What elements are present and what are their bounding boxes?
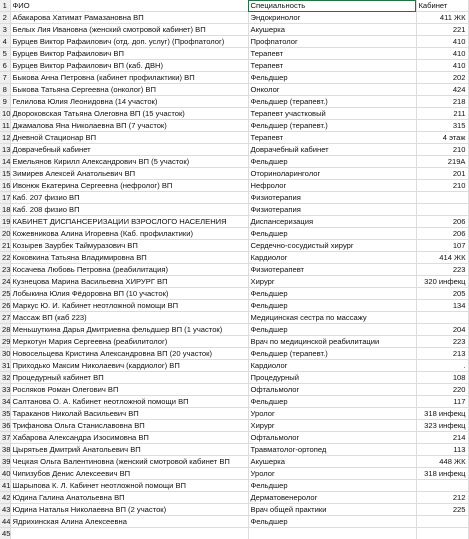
row-header[interactable]: 36 [0, 420, 10, 432]
specialty-cell[interactable]: Фельдшер (терапевт.) [248, 348, 416, 360]
table-row [0, 108, 468, 120]
table-row [0, 252, 468, 264]
room-cell[interactable]: Кабинет [416, 0, 468, 12]
table-row [0, 168, 468, 180]
table-row [0, 228, 468, 240]
row-header[interactable]: 45 [0, 528, 10, 539]
table-row [0, 360, 468, 372]
specialty-cell[interactable]: Хирург [248, 420, 416, 432]
specialty-cell[interactable]: Офтальмолог [248, 384, 416, 396]
room-cell[interactable]: 320 инфекц [416, 276, 468, 288]
room-cell[interactable]: 219А [416, 156, 468, 168]
name-cell[interactable]: Джамалова Яна Николаевна ВП (7 участок) [10, 120, 248, 132]
room-cell[interactable]: 210 [416, 144, 468, 156]
room-cell[interactable]: 318 инфекц [416, 468, 468, 480]
row-header[interactable]: 8 [0, 84, 10, 96]
table-row [0, 60, 468, 72]
row-header[interactable]: 13 [0, 144, 10, 156]
room-cell[interactable] [416, 528, 468, 539]
row-header[interactable]: 26 [0, 300, 10, 312]
table-row [0, 408, 468, 420]
table-row [0, 300, 468, 312]
name-cell[interactable]: Каб. 208 физио ВП [10, 204, 248, 216]
table-row [0, 528, 468, 539]
table-row [0, 240, 468, 252]
name-cell[interactable]: Хабарова Александра Изосимовна ВП [10, 432, 248, 444]
row-header[interactable]: 18 [0, 204, 10, 216]
room-cell[interactable] [416, 516, 468, 528]
name-cell[interactable]: Чецкая Ольга Валентиновна (женский смотровой кабинет ВП [10, 456, 248, 468]
row-header[interactable]: 42 [0, 492, 10, 504]
row-header[interactable]: 1 [0, 0, 10, 12]
name-cell[interactable]: Доврачебный кабинет [10, 144, 248, 156]
name-cell[interactable]: Трифанова Ольга Станиславовна ВП [10, 420, 248, 432]
name-cell[interactable]: Бурцев Виктор Рафаилович ВП (каб. ДВН) [10, 60, 248, 72]
table-row [0, 288, 468, 300]
row-header[interactable]: 12 [0, 132, 10, 144]
row-header[interactable]: 19 [0, 216, 10, 228]
row-header[interactable]: 35 [0, 408, 10, 420]
name-cell[interactable]: Кожевникова Алина Игоревна (Каб. профилактики) [10, 228, 248, 240]
table-row [0, 48, 468, 60]
specialty-cell[interactable]: Кардиолог [248, 252, 416, 264]
name-cell[interactable]: Шарыпова К. Л. Кабинет неотложной помощи ВП [10, 480, 248, 492]
name-cell[interactable]: Салтанова О. А. Кабинет неотложной помощи ВП [10, 396, 248, 408]
table-row [0, 504, 468, 516]
room-cell[interactable]: 214 [416, 432, 468, 444]
row-header[interactable]: 33 [0, 384, 10, 396]
table-row [0, 480, 468, 492]
table-row [0, 0, 468, 12]
row-header[interactable]: 41 [0, 480, 10, 492]
row-header[interactable]: 10 [0, 108, 10, 120]
row-header[interactable]: 11 [0, 120, 10, 132]
room-cell[interactable]: 223 [416, 264, 468, 276]
table-row [0, 72, 468, 84]
room-cell[interactable]: 212 [416, 492, 468, 504]
room-cell[interactable]: 318 инфекц [416, 408, 468, 420]
name-cell[interactable]: Лобыкина Юлия Фёдоровна ВП (10 участок) [10, 288, 248, 300]
name-cell[interactable]: Зимирев Алексей Анатольевич ВП [10, 168, 248, 180]
table-row [0, 12, 468, 24]
room-cell[interactable]: 323 инфекц [416, 420, 468, 432]
row-header[interactable]: 34 [0, 396, 10, 408]
name-cell[interactable]: КАБИНЕТ ДИСПАНСЕРИЗАЦИИ ВЗРОСЛОГО НАСЕЛЕНИЯ [10, 216, 248, 228]
name-cell[interactable]: Бурцев Виктор Рафаилович (отд. доп. услуг) (Профпатолог) [10, 36, 248, 48]
table-row [0, 516, 468, 528]
table-row [0, 432, 468, 444]
room-cell[interactable]: 211 [416, 108, 468, 120]
specialty-cell[interactable]: Фельдшер [248, 156, 416, 168]
name-cell[interactable]: Белых Лия Ивановна (женский смотровой кабинет) ВП [10, 24, 248, 36]
specialty-cell[interactable]: Офтальмолог [248, 432, 416, 444]
row-header[interactable]: 44 [0, 516, 10, 528]
specialty-cell[interactable]: Диспансеризация [248, 216, 416, 228]
specialty-cell[interactable]: Фельдшер [248, 516, 416, 528]
table-row [0, 132, 468, 144]
table-row [0, 24, 468, 36]
room-cell[interactable]: 206 [416, 228, 468, 240]
room-cell[interactable]: 117 [416, 396, 468, 408]
table-row [0, 336, 468, 348]
room-cell[interactable]: 107 [416, 240, 468, 252]
row-header[interactable]: 27 [0, 312, 10, 324]
name-cell[interactable]: Цырятьев Дмитрий Анатольевич ВП [10, 444, 248, 456]
row-header[interactable]: 3 [0, 24, 10, 36]
table-row [0, 276, 468, 288]
specialty-cell[interactable]: Врач по медицинской реабилитации [248, 336, 416, 348]
specialty-cell[interactable]: Хирург [248, 276, 416, 288]
name-cell[interactable]: Быкова Анна Петровна (кабинет профилактики) ВП [10, 72, 248, 84]
table-row [0, 144, 468, 156]
specialty-cell[interactable]: Физиотерапия [248, 204, 416, 216]
table-row [0, 396, 468, 408]
room-cell[interactable] [416, 192, 468, 204]
table-row [0, 120, 468, 132]
specialty-cell[interactable]: Медицинская сестра по массажу [248, 312, 416, 324]
name-cell[interactable]: Гелилова Юлия Леонидовна (14 участок) [10, 96, 248, 108]
room-cell[interactable]: 315 [416, 120, 468, 132]
room-cell[interactable]: 220 [416, 384, 468, 396]
specialty-cell[interactable]: Фельдшер [248, 300, 416, 312]
row-header[interactable]: 43 [0, 504, 10, 516]
table-row [0, 384, 468, 396]
specialty-cell[interactable]: Врач общей практики [248, 504, 416, 516]
room-cell[interactable]: 204 [416, 324, 468, 336]
room-cell[interactable]: 108 [416, 372, 468, 384]
table-row [0, 420, 468, 432]
room-cell[interactable]: 210 [416, 180, 468, 192]
specialty-cell[interactable]: Акушерка [248, 24, 416, 36]
name-cell[interactable]: Процедурный кабинет ВП [10, 372, 248, 384]
room-cell[interactable]: 202 [416, 72, 468, 84]
table-row [0, 492, 468, 504]
specialty-cell[interactable]: Физиотерапевт [248, 264, 416, 276]
table-row [0, 96, 468, 108]
specialty-cell[interactable]: Терапевт [248, 60, 416, 72]
specialty-cell[interactable]: Онколог [248, 84, 416, 96]
name-cell[interactable]: Косачева Любовь Петровна (реабилитация) [10, 264, 248, 276]
room-cell[interactable]: 113 [416, 444, 468, 456]
table-row [0, 456, 468, 468]
specialty-cell[interactable]: Терапевт [248, 132, 416, 144]
table-row [0, 372, 468, 384]
name-cell[interactable]: Маркус Ю. И. Кабинет неотложной помощи ВП [10, 300, 248, 312]
name-cell[interactable]: Чипизубов Денис Алексеевич ВП [10, 468, 248, 480]
specialty-cell[interactable]: Нефролог [248, 180, 416, 192]
row-header[interactable]: 39 [0, 456, 10, 468]
table-row [0, 204, 468, 216]
specialty-cell[interactable]: Фельдшер (терапевт.) [248, 96, 416, 108]
table-row [0, 36, 468, 48]
specialty-cell[interactable]: Физиотерапия [248, 192, 416, 204]
specialty-cell[interactable]: Уролог [248, 468, 416, 480]
row-header[interactable]: 32 [0, 372, 10, 384]
name-cell[interactable] [10, 528, 248, 539]
specialty-cell[interactable]: Фельдшер [248, 288, 416, 300]
row-header[interactable]: 23 [0, 264, 10, 276]
room-cell[interactable]: 201 [416, 168, 468, 180]
row-header[interactable]: 17 [0, 192, 10, 204]
room-cell[interactable]: 221 [416, 24, 468, 36]
specialty-cell[interactable]: Травматолог-ортопед [248, 444, 416, 456]
name-cell[interactable]: Кузнецова Марина Васильевна ХИРУРГ ВП [10, 276, 248, 288]
name-cell[interactable]: Двороковская Татьяна Олеговна ВП (15 участок) [10, 108, 248, 120]
table-row [0, 156, 468, 168]
room-cell[interactable]: 213 [416, 348, 468, 360]
row-header[interactable]: 15 [0, 168, 10, 180]
row-header[interactable]: 29 [0, 336, 10, 348]
row-header[interactable]: 20 [0, 228, 10, 240]
specialty-cell[interactable]: Дерматовенеролог [248, 492, 416, 504]
name-cell[interactable]: ФИО [10, 0, 248, 12]
name-cell[interactable]: Коковкина Татьяна Владимировна ВП [10, 252, 248, 264]
row-header[interactable]: 38 [0, 444, 10, 456]
room-cell[interactable] [416, 312, 468, 324]
table-row [0, 312, 468, 324]
row-header[interactable]: 22 [0, 252, 10, 264]
specialty-cell[interactable]: Оториноларинголог [248, 168, 416, 180]
row-header[interactable]: 4 [0, 36, 10, 48]
name-cell[interactable]: Быкова Татьяна Сергеевна (онколог) ВП [10, 84, 248, 96]
room-cell[interactable]: 410 [416, 48, 468, 60]
name-cell[interactable]: Ядрихинская Алина Алексеевна [10, 516, 248, 528]
room-cell[interactable]: 410 [416, 60, 468, 72]
name-cell[interactable]: Дневной Стационар ВП [10, 132, 248, 144]
specialty-cell[interactable]: Эндокринолог [248, 12, 416, 24]
specialty-cell[interactable]: Фельдшер (терапевт.) [248, 120, 416, 132]
row-header[interactable]: 2 [0, 12, 10, 24]
table-row [0, 324, 468, 336]
row-header[interactable]: 9 [0, 96, 10, 108]
row-header[interactable]: 37 [0, 432, 10, 444]
specialty-cell[interactable]: Кардиолог [248, 360, 416, 372]
name-cell[interactable]: Меркотун Мария Сергеевна (реабилитолог) [10, 336, 248, 348]
row-header[interactable]: 21 [0, 240, 10, 252]
row-header[interactable]: 40 [0, 468, 10, 480]
table-row [0, 216, 468, 228]
specialty-cell[interactable] [248, 528, 416, 539]
room-cell[interactable]: 4 этаж [416, 132, 468, 144]
room-cell[interactable]: . [416, 360, 468, 372]
room-cell[interactable]: 411 ЖК [416, 12, 468, 24]
table-row [0, 180, 468, 192]
specialty-cell[interactable]: Терапевт [248, 48, 416, 60]
row-header[interactable]: 31 [0, 360, 10, 372]
specialty-cell[interactable]: Сердечно-сосудистый хирург [248, 240, 416, 252]
row-header[interactable]: 28 [0, 324, 10, 336]
specialty-cell[interactable]: Профпатолог [248, 36, 416, 48]
name-cell[interactable]: Приходько Максим Николаевич (кардиолог) ВП [10, 360, 248, 372]
table-row [0, 348, 468, 360]
row-header[interactable]: 24 [0, 276, 10, 288]
row-header[interactable]: 6 [0, 60, 10, 72]
room-cell[interactable]: 410 [416, 36, 468, 48]
room-cell[interactable]: 134 [416, 300, 468, 312]
name-cell[interactable]: Козырев Заурбек Таймуразович ВП [10, 240, 248, 252]
specialty-cell[interactable]: Фельдшер [248, 480, 416, 492]
room-cell[interactable]: 448 ЖК [416, 456, 468, 468]
table-row [0, 468, 468, 480]
table-row [0, 84, 468, 96]
specialty-cell[interactable]: Фельдшер [248, 228, 416, 240]
name-cell[interactable]: Емельянов Кирилл Александрович ВП (5 участок) [10, 156, 248, 168]
row-header[interactable]: 7 [0, 72, 10, 84]
room-cell[interactable]: 205 [416, 288, 468, 300]
specialty-cell[interactable]: Терапевт участковый [248, 108, 416, 120]
specialty-cell[interactable]: Специальность [248, 0, 416, 12]
name-cell[interactable]: Бурцев Виктор Рафаилович ВП [10, 48, 248, 60]
row-header[interactable]: 25 [0, 288, 10, 300]
room-cell[interactable]: 414 ЖК [416, 252, 468, 264]
specialty-cell[interactable]: Акушерка [248, 456, 416, 468]
specialty-cell[interactable]: Фельдшер [248, 396, 416, 408]
name-cell[interactable]: Абакарова Хатимат Рамазановна ВП [10, 12, 248, 24]
specialty-cell[interactable]: Доврачебный кабинет [248, 144, 416, 156]
room-cell[interactable]: 223 [416, 336, 468, 348]
specialty-cell[interactable]: Фельдшер [248, 72, 416, 84]
room-cell[interactable]: 225 [416, 504, 468, 516]
name-cell[interactable]: Юдина Наталья Николаевна ВП (2 участок) [10, 504, 248, 516]
table-row [0, 192, 468, 204]
specialty-cell[interactable]: Уролог [248, 408, 416, 420]
room-cell[interactable]: 218 [416, 96, 468, 108]
table-row [0, 444, 468, 456]
name-cell[interactable]: Ивонюк Екатерина Сергеевна (нефролог) ВП [10, 180, 248, 192]
row-header[interactable]: 14 [0, 156, 10, 168]
room-cell[interactable]: 206 [416, 216, 468, 228]
name-cell[interactable]: Новосельцева Кристина Александровна ВП (20 участок) [10, 348, 248, 360]
row-header[interactable]: 5 [0, 48, 10, 60]
name-cell[interactable]: Тараканов Николай Васильевич ВП [10, 408, 248, 420]
room-cell[interactable] [416, 480, 468, 492]
name-cell[interactable]: Росляков Роман Олегович ВП [10, 384, 248, 396]
row-header[interactable]: 30 [0, 348, 10, 360]
name-cell[interactable]: Меньшуткина Дарья Дмитриевна фельдшер ВП (1 участок) [10, 324, 248, 336]
name-cell[interactable]: Юдина Галина Анатольевна ВП [10, 492, 248, 504]
specialty-cell[interactable]: Фельдшер [248, 324, 416, 336]
name-cell[interactable]: Каб. 207 физио ВП [10, 192, 248, 204]
table-row [0, 264, 468, 276]
room-cell[interactable] [416, 204, 468, 216]
specialty-cell[interactable]: Процедурный [248, 372, 416, 384]
name-cell[interactable]: Массаж ВП (каб 223) [10, 312, 248, 324]
room-cell[interactable]: 424 [416, 84, 468, 96]
row-header[interactable]: 16 [0, 180, 10, 192]
